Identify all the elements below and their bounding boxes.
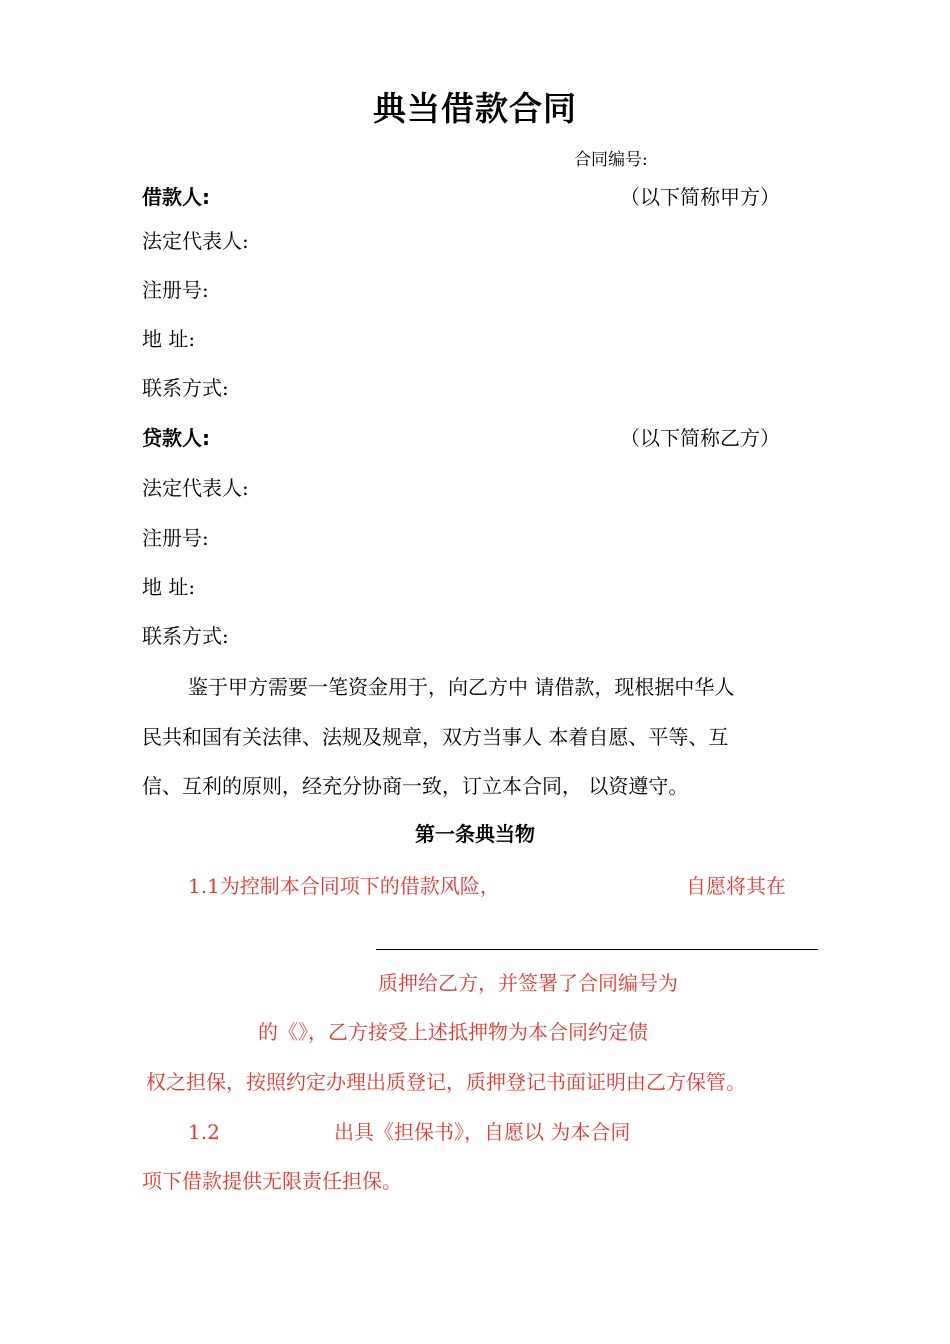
borrower-address-label: 地 址: [142, 327, 196, 351]
borrower-legal-rep-label: 法定代表人: [142, 229, 249, 253]
preamble-line-2: 民共和国有关法律、法规及规章，双方当事人 本着自愿、平等、互 [142, 725, 729, 749]
lender-legal-rep-label: 法定代表人: [142, 476, 249, 500]
clause-1-2-line-2: 项下借款提供无限责任担保。 [142, 1169, 402, 1193]
clause-1-1-line-2: 质押给乙方，并签署了合同编号为 [378, 971, 678, 995]
borrower-contact-label: 联系方式: [142, 376, 229, 400]
preamble-line-1: 鉴于甲方需要一笔资金用于，向乙方中 请借款，现根据中华人 [188, 675, 735, 699]
lender-label: 贷款人: [142, 426, 210, 450]
lender-abbreviation: （以下简称乙方） [620, 426, 780, 450]
clause-1-1-line-3: 的《》，乙方接受上述抵押物为本合同约定债 [258, 1020, 648, 1044]
lender-reg-no-label: 注册号: [142, 526, 209, 550]
clause-1-1-line-4: 权之担保，按照约定办理出质登记，质押登记书面证明由乙方保管。 [146, 1070, 746, 1094]
document-title: 典当借款合同 [373, 89, 577, 128]
preamble-line-3: 信、互利的原则，经充分协商一致，订立本合同， 以资遵守。 [142, 774, 689, 798]
lender-contact-label: 联系方式: [142, 624, 229, 648]
clause-1-2-number: 1.2 [188, 1120, 220, 1144]
article-1-title: 第一条典当物 [415, 822, 535, 846]
borrower-reg-no-label: 注册号: [142, 278, 209, 302]
lender-address-label: 地 址: [142, 575, 196, 599]
clause-1-2-part-1: 出具《担保书》，自愿以 为本合同 [334, 1120, 631, 1144]
borrower-abbreviation: （以下简称甲方） [620, 185, 780, 209]
clause-1-1-part-2: 自愿将其在 [686, 874, 786, 898]
borrower-label: 借款人: [142, 185, 210, 209]
contract-number-label: 合同编号: [574, 150, 648, 170]
fill-in-blank-line [376, 949, 818, 950]
clause-1-1-part-1: 1.1为控制本合同项下的借款风险， [188, 874, 500, 898]
